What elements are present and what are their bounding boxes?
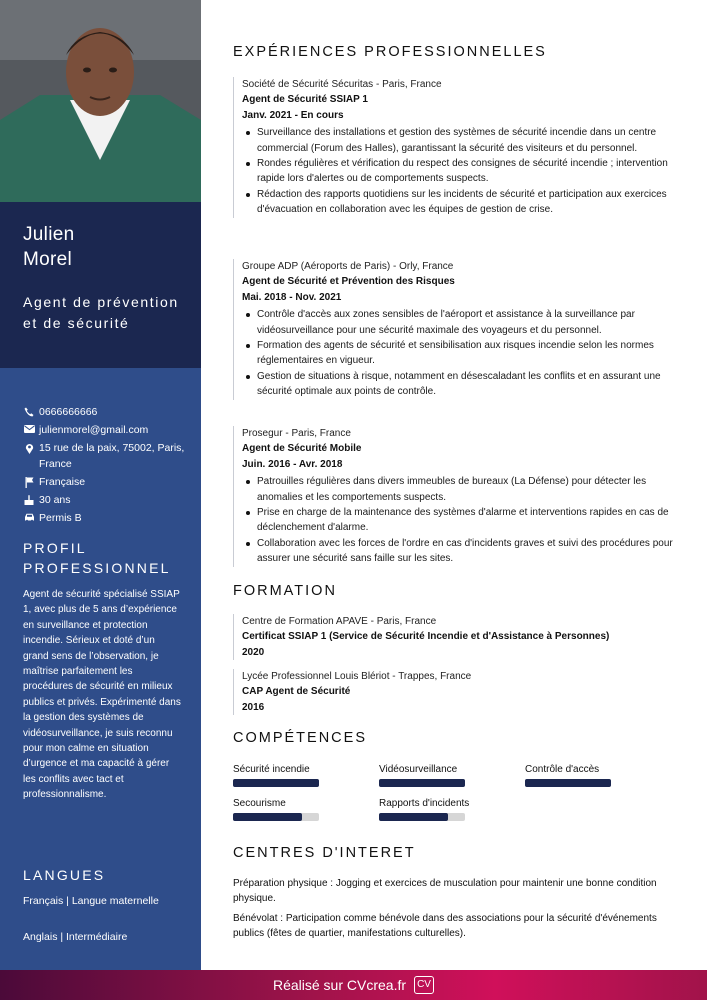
interest-item: Bénévolat : Participation comme bénévole dans des associations pour la sécurité d'événements publics (fêtes de quartier, manifestations culturelles).	[233, 913, 657, 940]
competences-heading: COMPÉTENCES	[233, 730, 367, 746]
contact-age	[19, 492, 199, 508]
formation-item	[233, 614, 673, 660]
skill-bar	[379, 813, 465, 821]
experience-company: Groupe ADP (Aéroports de Paris) - Orly, France	[242, 261, 454, 272]
profile-photo	[0, 0, 201, 202]
email-icon	[19, 422, 39, 433]
license-text: Permis B	[39, 512, 82, 524]
skill-item	[379, 797, 489, 821]
experience-bullet: Contrôle d'accès aux zones sensibles de l'aéroport et assistance à la surveillance par vidéosurveillance pour une sécurité maximale des voyageurs et du personnel.	[242, 307, 673, 338]
experience-bullet: Patrouilles régulières dans divers immeubles de bureaux (La Défense) pour détecter les anomalies et les comportements suspects.	[242, 474, 673, 505]
formation-heading: FORMATION	[233, 583, 337, 599]
contact-list	[19, 404, 199, 528]
formation-degree: Certificat SSIAP 1 (Service de Sécurité Incendie et d'Assistance à Personnes)	[242, 631, 610, 643]
location-icon	[19, 440, 39, 454]
interest-item: Préparation physique : Jogging et exercices de musculation pour maintenir une bonne condition physique.	[233, 878, 657, 905]
job-title: Agent de prévention et de sécurité	[23, 294, 179, 331]
skill-bar	[233, 813, 319, 821]
address-text: 15 rue de la paix, 75002, Paris, France	[39, 442, 185, 470]
flag-icon	[19, 474, 39, 488]
experience-bullet: Collaboration avec les forces de l'ordre en cas d'incidents graves et suivi des procédures pour assurer une sécurité sans faille sur les sites.	[242, 536, 673, 567]
footer-banner[interactable]	[0, 970, 707, 1000]
email-text: julienmorel@gmail.com	[39, 424, 149, 436]
profil-heading: PROFIL PROFESSIONNEL	[23, 540, 171, 576]
experience-role: Agent de Sécurité SSIAP 1	[242, 94, 368, 106]
skill-bar-fill	[379, 779, 465, 787]
skill-label: Rapports d'incidents	[379, 798, 470, 809]
experience-bullet: Formation des agents de sécurité et sensibilisation aux risques incendie selon les normes réglementaires en vigueur.	[242, 338, 673, 369]
formation-school: Lycée Professionnel Louis Blériot - Trappes, France	[242, 671, 472, 682]
langues-heading: LANGUES	[23, 867, 106, 883]
skill-label: Vidéosurveillance	[379, 764, 458, 775]
contact-email	[19, 422, 199, 438]
interets-heading: CENTRES D'INTERET	[233, 845, 416, 861]
sidebar	[0, 0, 201, 970]
skill-bar	[525, 779, 611, 787]
experience-bullet: Surveillance des installations et gestion des systèmes de sécurité incendie dans un centre commercial (Forum des Halles), garantissant la sécurité des visiteurs et du personnel.	[242, 125, 673, 156]
skill-item	[525, 763, 635, 787]
contact-phone	[19, 404, 199, 420]
cvcrea-logo: CV	[414, 976, 434, 994]
car-icon	[19, 510, 39, 522]
experience-bullet: Rondes régulières et vérification du respect des consignes de sécurité incendie ; intervention rapide lors d'alertes ou de comportements suspects.	[242, 156, 673, 187]
skill-item	[233, 763, 343, 787]
experience-company: Prosegur - Paris, France	[242, 428, 351, 439]
skill-item	[379, 763, 489, 787]
skill-label: Contrôle d'accès	[525, 764, 600, 775]
last-name: Morel	[23, 249, 73, 270]
formation-item	[233, 669, 673, 715]
experience-bullet: Prise en charge de la maintenance des systèmes d'alarme et interventions rapides en cas de déclenchement d'alarme.	[242, 505, 673, 536]
formation-year: 2020	[242, 646, 265, 658]
experience-bullet: Rédaction des rapports quotidiens sur les incidents de sécurité et participation aux exercices d'évacuation en collaboration avec les équipes de gestion de crise.	[242, 187, 673, 218]
contact-license	[19, 510, 199, 526]
experiences-heading: EXPÉRIENCES PROFESSIONNELLES	[233, 44, 547, 60]
experience-role: Agent de Sécurité et Prévention des Risques	[242, 276, 455, 288]
skill-bar-fill	[233, 779, 319, 787]
age-text: 30 ans	[39, 494, 71, 506]
language-item: Français | Langue maternelle	[23, 895, 159, 907]
experience-period: Mai. 2018 - Nov. 2021	[242, 291, 342, 303]
experience-item	[233, 77, 673, 218]
experience-item	[233, 426, 673, 567]
contact-nationality	[19, 474, 199, 490]
experience-bullets	[242, 307, 673, 399]
name-block	[0, 202, 201, 368]
first-name: Julien	[23, 224, 75, 245]
skill-bar-fill	[379, 813, 448, 821]
skill-bar-fill	[525, 779, 611, 787]
formation-year: 2016	[242, 701, 265, 713]
experience-bullet: Gestion de situations à risque, notamment en désescaladant les conflits et en assurant une sécurité optimale aux points de contrôle.	[242, 369, 673, 400]
experience-bullets	[242, 125, 673, 217]
profil-text: Agent de sécurité spécialisé SSIAP 1, avec plus de 5 ans d’expérience en surveillance et protection incendie. Sérieux et doté d’un grand sens de l’observation, je maîtrise parfaitement les procédures de sécurité en milieux publics et privés. Expérimenté dans la gestion des systèmes de vidéosurveillance, je suis reconnu pour mon calme en situation d’urgence et ma capacité à gérer les conflits avec tact et professionnalisme.	[23, 589, 181, 801]
phone-text: 0666666666	[39, 406, 98, 418]
experience-item	[233, 259, 673, 400]
contact-address	[19, 440, 199, 472]
skill-item	[233, 797, 343, 821]
phone-icon	[19, 404, 39, 417]
footer-text[interactable]: Réalisé sur CVcrea.fr	[272, 977, 407, 993]
skill-label: Secourisme	[233, 798, 286, 809]
skill-label: Sécurité incendie	[233, 764, 310, 775]
experience-period: Juin. 2016 - Avr. 2018	[242, 458, 343, 470]
language-item: Anglais | Intermédiaire	[23, 931, 128, 943]
nationality-text: Française	[39, 476, 86, 488]
experience-company: Société de Sécurité Sécuritas - Paris, France	[242, 79, 442, 90]
experience-period: Janv. 2021 - En cours	[242, 109, 344, 121]
skill-bar-fill	[233, 813, 302, 821]
formation-school: Centre de Formation APAVE - Paris, France	[242, 616, 437, 627]
experience-bullets	[242, 474, 673, 566]
cake-icon	[19, 492, 39, 505]
skill-bar	[379, 779, 465, 787]
formation-degree: CAP Agent de Sécurité	[242, 686, 351, 698]
skill-bar	[233, 779, 319, 787]
experience-role: Agent de Sécurité Mobile	[242, 443, 362, 455]
